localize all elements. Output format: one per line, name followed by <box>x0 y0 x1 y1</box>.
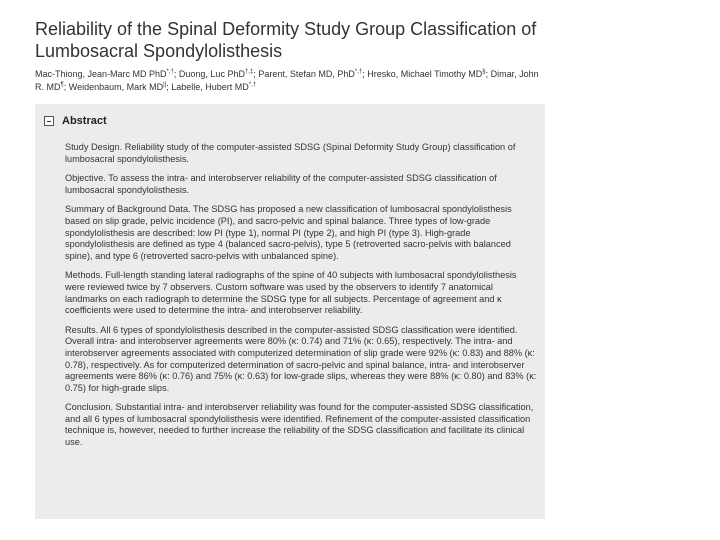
author-affiliation: *,† <box>166 69 174 75</box>
collapse-icon[interactable] <box>44 116 54 126</box>
abstract-methods: Methods. Full-length standing lateral radiographs of the spine of 40 subjects with lumbosacral spondylolisthesis were reviewed twice by 7 observers. Custom software was used by the observers to identify 7 anatomical landmarks on each radiograph to determine the SDSG type for all subjects. Percentage of agreement and κ coefficients were used to determine the intra- and interobserver reliability. <box>65 270 517 316</box>
author-separator: ; <box>362 69 368 79</box>
abstract-panel <box>35 104 545 519</box>
author-name[interactable]: Parent, Stefan MD, PhD <box>258 69 355 79</box>
abstract-header[interactable] <box>44 114 107 127</box>
abstract-heading: Abstract <box>62 114 107 127</box>
author-name[interactable]: Dimar, John R. MD <box>35 69 539 92</box>
author-separator: ; <box>485 69 491 79</box>
abstract-objective: Objective. To assess the intra- and interobserver reliability of the computer-assisted SDSG classification of lumbosacral spondylolisthesis. <box>65 173 497 195</box>
author-name[interactable]: Duong, Luc PhD <box>178 69 245 79</box>
author-affiliation: †,‡ <box>244 69 254 75</box>
article-title: Reliability of the Spinal Deformity Study Group Classification of Lumbosacral Spondylolisthesis <box>35 19 537 61</box>
author-name[interactable]: Mac-Thiong, Jean-Marc MD PhD <box>35 69 167 79</box>
author-affiliation: *,† <box>248 82 257 88</box>
abstract-results: Results. All 6 types of spondylolisthesis described in the computer-assisted SDSG classification were identified. Overall intra- and interobserver agreements were 80% (κ: 0.74) and 71% (κ: 0.65), respectively. The intra- and interobserver agreements associated with computerized determination of slip grade were 92% (κ: 0.83) and 88% (κ: 0.78), respectively. As for computerized determination of sacro-pelvic and spinal balance, intra- and interobserver agreements were 86% (κ: 0.76) and 75% (κ: 0.63) for low-grade slips, whereas they were 88% (κ: 0.80) and 83% (κ: 0.75) for high-grade slips. <box>65 324 537 393</box>
author-separator: ; <box>173 69 179 79</box>
abstract-study-design: Study Design. Reliability study of the computer-assisted SDSG (Spinal Deformity Study Group) classification of lumbosacral spondylolisthesis. <box>65 142 516 164</box>
author-name[interactable]: Weidenbaum, Mark MD <box>68 82 164 92</box>
author-name[interactable]: Labelle, Hubert MD <box>171 82 249 92</box>
author-separator: ; <box>166 82 172 92</box>
abstract-conclusion: Conclusion. Substantial intra- and interobserver reliability was found for the computer-assisted SDSG classification, and all 6 types of lumbosacral spondylolisthesis were identified. Refinement of the computer-assisted classification technique is, however, needed to further increase the reliability of the SDSG classification and facilitate its clinical use. <box>65 402 534 448</box>
author-list <box>35 68 540 94</box>
author-name[interactable]: Hresko, Michael Timothy MD <box>367 69 483 79</box>
author-affiliation: § <box>482 69 486 75</box>
author-affiliation: *,† <box>354 69 363 75</box>
abstract-background: Summary of Background Data. The SDSG has proposed a new classification of lumbosacral spondylolisthesis based on slip grade, pelvic incidence (PI), and sacro-pelvic and spinal balance. Three types of low-grade spondylolisthesis are described: low PI (type 1), normal PI (type 2), and high PI (type 3). High-grade spondylolisthesis are defined as type 4 (balanced sacro-pelvis), type 5 (retroverted sacro-pelvis with balanced spine), and type 6 (retroverted sacro-pelvis with unbalanced spine). <box>65 204 512 261</box>
author-affiliation: || <box>163 82 167 88</box>
abstract-body <box>65 142 537 457</box>
author-separator: ; <box>253 69 259 79</box>
author-affiliation: ¶ <box>60 82 64 88</box>
author-separator: ; <box>63 82 69 92</box>
